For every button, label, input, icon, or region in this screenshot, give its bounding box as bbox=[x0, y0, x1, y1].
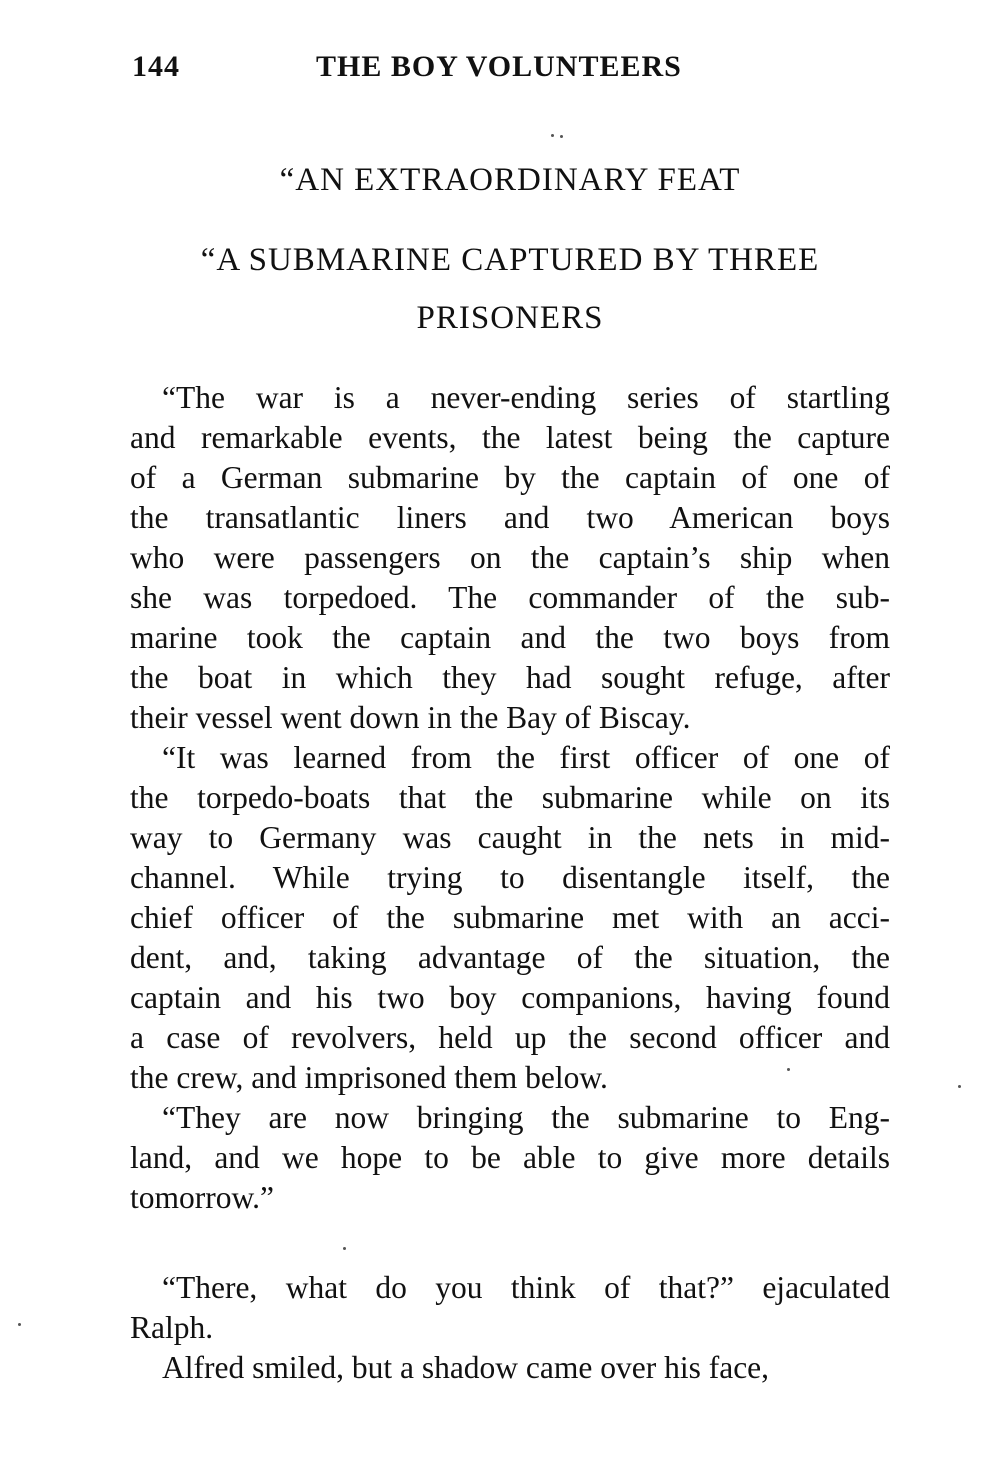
print-speck bbox=[551, 134, 554, 137]
headline-feat: “AN EXTRAORDINARY FEAT bbox=[279, 162, 741, 198]
page-header bbox=[132, 50, 892, 90]
print-speck bbox=[18, 1323, 21, 1326]
text-line: dent, and, taking advantage of the situation, the bbox=[130, 940, 890, 975]
running-title: THE BOY VOLUNTEERS bbox=[316, 50, 682, 83]
text-line: the crew, and imprisoned them below. bbox=[130, 1060, 608, 1095]
text-line: chief officer of the submarine met with an acci- bbox=[130, 900, 890, 935]
text-line: a case of revolvers, held up the second officer and bbox=[130, 1020, 890, 1055]
print-speck bbox=[343, 1247, 346, 1250]
text-line: captain and his two boy companions, having found bbox=[130, 980, 890, 1015]
text-line: Alfred smiled, but a shadow came over his face, bbox=[162, 1350, 770, 1385]
print-speck bbox=[560, 135, 563, 138]
text-line: tomorrow.” bbox=[130, 1180, 275, 1215]
text-line: land, and we hope to be able to give more details bbox=[130, 1140, 890, 1175]
text-line: marine took the captain and the two boys from bbox=[130, 620, 890, 655]
headline-prisoners: PRISONERS bbox=[416, 300, 604, 336]
text-line: “They are now bringing the submarine to Eng- bbox=[162, 1100, 890, 1135]
text-line: their vessel went down in the Bay of Biscay. bbox=[130, 700, 691, 735]
text-line: who were passengers on the captain’s ship when bbox=[130, 540, 890, 575]
page-number: 144 bbox=[132, 50, 180, 83]
print-speck bbox=[787, 1068, 790, 1071]
text-line: she was torpedoed. The commander of the sub- bbox=[130, 580, 890, 615]
text-line: the boat in which they had sought refuge, after bbox=[130, 660, 890, 695]
text-line: “The war is a never-ending series of startling bbox=[162, 380, 890, 415]
text-line: the transatlantic liners and two American boys bbox=[130, 500, 890, 535]
text-line: the torpedo-boats that the submarine while on its bbox=[130, 780, 890, 815]
text-line: and remarkable events, the latest being the capture bbox=[130, 420, 890, 455]
text-line: way to Germany was caught in the nets in mid- bbox=[130, 820, 890, 855]
text-line: Ralph. bbox=[130, 1310, 214, 1345]
narrative-text bbox=[130, 1268, 890, 1388]
text-line: of a German submarine by the captain of one of bbox=[130, 460, 890, 495]
print-speck bbox=[958, 1085, 961, 1088]
text-line: “There, what do you think of that?” ejaculated bbox=[162, 1270, 890, 1305]
text-line: “It was learned from the first officer of one of bbox=[162, 740, 890, 775]
headline-submarine: “A SUBMARINE CAPTURED BY THREE bbox=[200, 242, 820, 278]
quoted-article bbox=[130, 378, 890, 1218]
text-line: channel. While trying to disentangle itself, the bbox=[130, 860, 890, 895]
